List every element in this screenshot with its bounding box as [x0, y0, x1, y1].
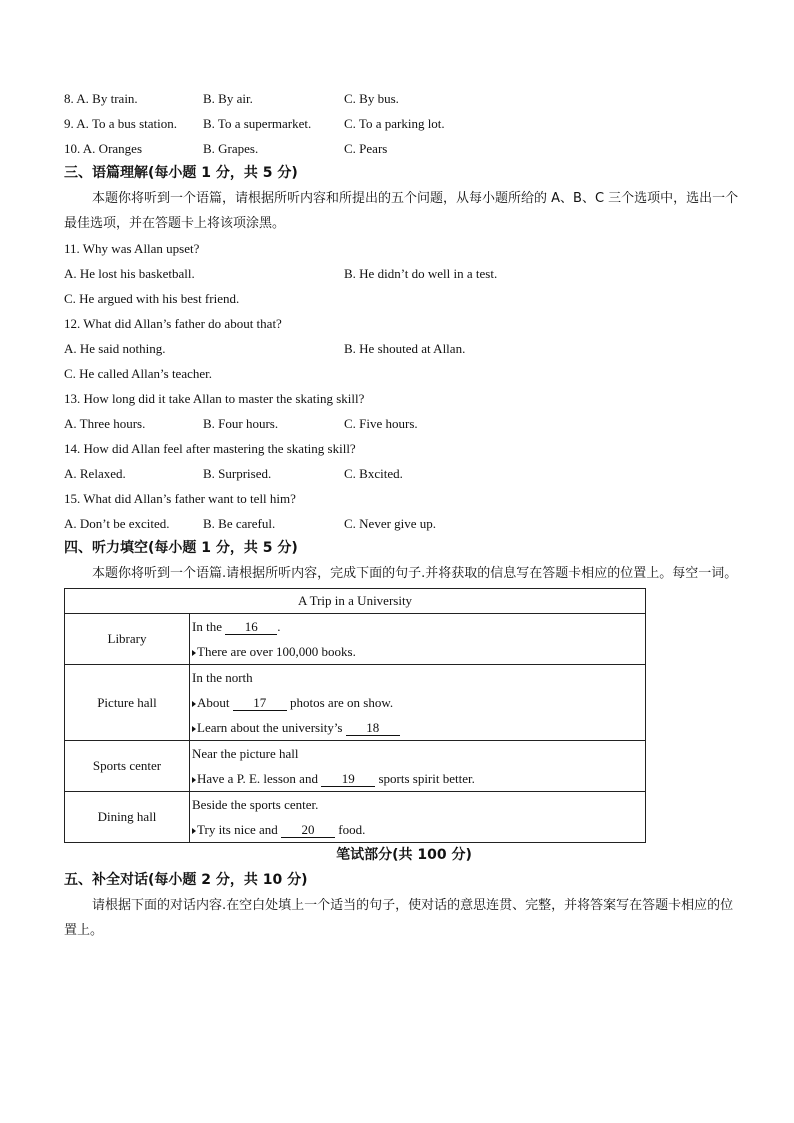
q11-option-b: B. He didn’t do well in a test.: [344, 266, 498, 281]
question-11-option-c-row: [64, 286, 744, 311]
blank-18[interactable]: 18: [346, 721, 400, 736]
question-13-options: [64, 411, 744, 436]
q13-option-b: B. Four hours.: [203, 416, 279, 431]
table-row-library: [65, 614, 646, 665]
exam-page: [64, 86, 744, 943]
q11-option-a: A. He lost his basketball.: [64, 266, 195, 281]
q9-option-a: 9. A. To a bus station.: [64, 116, 177, 131]
question-12-option-c-row: [64, 361, 744, 386]
q14-option-a: A. Relaxed.: [64, 466, 126, 481]
library-line-2: There are over 100,000 books.: [192, 639, 643, 664]
triangle-bullet-icon: [192, 701, 196, 707]
q9-option-b: B. To a supermarket.: [203, 116, 312, 131]
q8-option-b: B. By air.: [203, 91, 253, 106]
section-3-heading: 三、语篇理解(每小题 1 分，共 5 分): [64, 165, 298, 181]
q8-option-c: C. By bus.: [344, 91, 399, 106]
picture-line-1: In the north: [192, 670, 253, 685]
blank-16[interactable]: 16: [225, 620, 277, 635]
place-dining-hall: Dining hall: [65, 792, 190, 843]
section-5-heading: 五、补全对话(每小题 2 分，共 10 分): [64, 872, 308, 888]
picture-line-2: About 17 photos are on show.: [192, 690, 643, 715]
q13-option-a: A. Three hours.: [64, 416, 146, 431]
question-12-text: 12. What did Allan’s father do about that?: [64, 316, 282, 331]
table-row-dining-hall: [65, 792, 646, 843]
section-3-instruction: 本题你将听到一个语篇，请根据所听内容和所提出的五个问题，从每小题所给的 A、B、C 三个选项中，选出一个最佳选项，并在答题卡上将该项涂黑。: [64, 191, 739, 231]
q11-option-c: C. He argued with his best friend.: [64, 291, 240, 306]
triangle-bullet-icon: [192, 828, 196, 834]
blank-17[interactable]: 17: [233, 696, 287, 711]
table-title-row: [65, 589, 646, 614]
dining-hall-details: [190, 792, 646, 843]
question-14-text: 14. How did Allan feel after mastering the skating skill?: [64, 441, 356, 456]
question-10: [64, 136, 744, 161]
question-15-text: 15. What did Allan’s father want to tell him?: [64, 491, 296, 506]
q13-option-c: C. Five hours.: [344, 416, 418, 431]
library-details: [190, 614, 646, 665]
table-title: A Trip in a University: [65, 589, 646, 614]
blank-19[interactable]: 19: [321, 772, 375, 787]
trip-table: [64, 588, 646, 843]
question-13-text: 13. How long did it take Allan to master the skating skill?: [64, 391, 365, 406]
section-4-heading: 四、听力填空(每小题 1 分，共 5 分): [64, 540, 298, 556]
q14-option-b: B. Surprised.: [203, 466, 272, 481]
written-part-title: 笔试部分(共 100 分): [336, 847, 472, 863]
table-row-sports-center: [65, 741, 646, 792]
q14-option-c: C. Bxcited.: [344, 466, 403, 481]
table-row-picture-hall: [65, 665, 646, 741]
triangle-bullet-icon: [192, 726, 196, 732]
question-12-options-ab: [64, 336, 744, 361]
place-library: Library: [65, 614, 190, 665]
picture-hall-details: [190, 665, 646, 741]
section-4-instruction: 本题你将听到一个语篇.请根据所听内容，完成下面的句子.并将获取的信息写在答题卡相应的位置上。每空一词。: [92, 566, 738, 581]
sports-line-2: Have a P. E. lesson and 19 sports spirit better.: [192, 766, 643, 791]
q8-option-a: 8. A. By train.: [64, 91, 138, 106]
triangle-bullet-icon: [192, 650, 196, 656]
sports-center-details: [190, 741, 646, 792]
q10-option-c: C. Pears: [344, 141, 388, 156]
sports-line-1: Near the picture hall: [192, 746, 299, 761]
question-9: [64, 111, 744, 136]
question-8: [64, 86, 744, 111]
place-picture-hall: Picture hall: [65, 665, 190, 741]
place-sports-center: Sports center: [65, 741, 190, 792]
q12-option-b: B. He shouted at Allan.: [344, 341, 466, 356]
q9-option-c: C. To a parking lot.: [344, 116, 445, 131]
triangle-bullet-icon: [192, 777, 196, 783]
question-15-options: [64, 511, 744, 536]
q10-option-b: B. Grapes.: [203, 141, 259, 156]
blank-20[interactable]: 20: [281, 823, 335, 838]
q10-option-a: 10. A. Oranges: [64, 141, 143, 156]
question-11-text: 11. Why was Allan upset?: [64, 241, 200, 256]
q12-option-c: C. He called Allan’s teacher.: [64, 366, 213, 381]
question-14-options: [64, 461, 744, 486]
dining-line-1: Beside the sports center.: [192, 797, 319, 812]
question-11-options-ab: [64, 261, 744, 286]
picture-line-3: Learn about the university’s 18: [192, 715, 643, 740]
q15-option-a: A. Don’t be excited.: [64, 516, 170, 531]
dining-line-2: Try its nice and 20 food.: [192, 817, 643, 842]
library-line-1: In the 16 .: [192, 619, 281, 634]
q15-option-c: C. Never give up.: [344, 516, 437, 531]
q12-option-a: A. He said nothing.: [64, 341, 166, 356]
section-5-instruction: 请根据下面的对话内容.在空白处填上一个适当的句子，使对话的意思连贯、完整，并将答案写在答题卡相应的位置上。: [64, 898, 734, 938]
q15-option-b: B. Be careful.: [203, 516, 276, 531]
